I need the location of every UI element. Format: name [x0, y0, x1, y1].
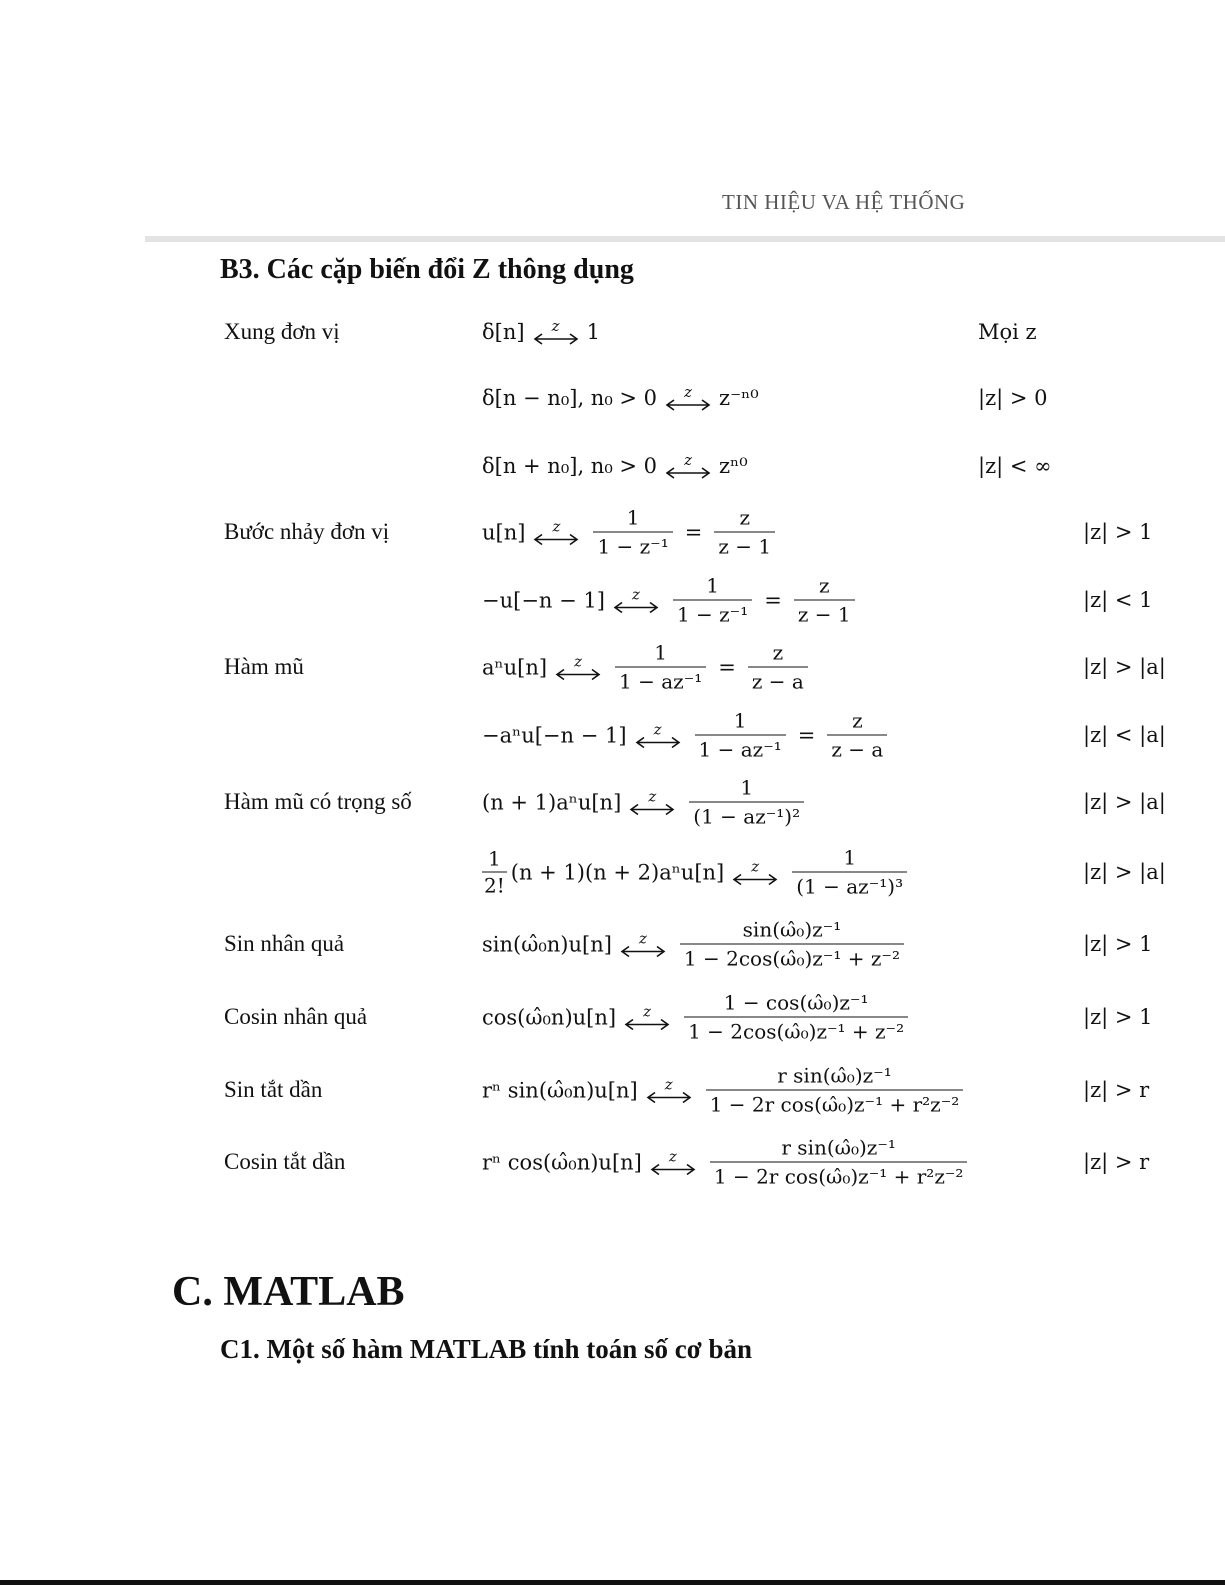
equals-sign: = [797, 723, 816, 747]
time-domain-signal: rⁿ sin(ω̂₀n)u[n] [482, 1078, 638, 1102]
z-transform-arrow [624, 1004, 670, 1030]
double-arrow-icon [613, 601, 659, 613]
double-arrow-icon [665, 399, 711, 411]
z-label: z [631, 585, 640, 603]
z-domain-fraction-alt-denominator: z − a [748, 667, 808, 694]
z-domain-fraction [706, 1064, 964, 1117]
coefficient-fraction [482, 847, 507, 898]
z-domain-fraction-denominator: 1 − 2cos(ω̂₀)z⁻¹ + z⁻² [680, 944, 904, 971]
signal-name: Hàm mũ có trọng số [224, 789, 412, 814]
z-transform-arrow [555, 654, 601, 680]
region-of-convergence: |z| > |a| [1083, 790, 1166, 814]
equals-sign: = [684, 520, 703, 544]
z-transform-arrow [665, 385, 711, 411]
time-domain-signal: aⁿu[n] [482, 655, 548, 679]
time-domain-signal: sin(ω̂₀n)u[n] [482, 932, 612, 956]
transform-pair [482, 1136, 973, 1189]
z-transform-arrow [732, 859, 778, 885]
transform-pair [482, 574, 861, 627]
z-domain-fraction-numerator: 1 [740, 775, 754, 800]
z-domain-fraction-alt [714, 506, 775, 559]
region-of-convergence: |z| > 1 [1083, 1005, 1153, 1029]
signal-name: Bước nhảy đơn vị [224, 519, 390, 544]
z-domain-fraction-alt-denominator: z − 1 [794, 600, 855, 627]
double-arrow-icon [533, 533, 579, 545]
z-label: z [638, 929, 647, 947]
double-arrow-icon [650, 1163, 696, 1175]
z-label: z [551, 317, 560, 335]
region-of-convergence: |z| > |a| [1083, 655, 1166, 679]
double-arrow-icon [646, 1091, 692, 1103]
z-label: z [668, 1147, 677, 1165]
running-header: TIN HIỆU VA HỆ THỐNG [722, 190, 966, 214]
z-label: z [684, 451, 692, 469]
z-domain-fraction-alt-denominator: z − 1 [714, 532, 775, 559]
transform-pair [482, 641, 814, 694]
double-arrow-icon [620, 945, 666, 957]
time-domain-signal: u[n] [482, 520, 526, 544]
region-of-convergence: |z| < |a| [1083, 723, 1166, 747]
z-transform-arrow [635, 722, 681, 748]
z-label: z [653, 720, 662, 738]
transform-pair [482, 319, 600, 345]
z-domain-fraction-denominator: 1 − az⁻¹ [695, 735, 786, 762]
z-domain-fraction [684, 991, 908, 1044]
time-domain-signal: rⁿ cos(ω̂₀n)u[n] [482, 1150, 642, 1174]
z-label: z [751, 857, 760, 875]
z-label: z [664, 1075, 673, 1093]
transform-pair [482, 709, 893, 762]
z-domain-fraction-numerator: 1 [706, 573, 719, 598]
z-transform-arrow [650, 1149, 696, 1175]
time-domain-signal: (n + 1)aⁿu[n] [482, 790, 622, 814]
z-domain-fraction-numerator: 1 − cos(ω̂₀)z⁻¹ [723, 990, 869, 1015]
z-domain-fraction-alt-numerator: z [739, 505, 750, 530]
region-of-convergence: |z| > r [1083, 1150, 1150, 1174]
z-domain-fraction-denominator: 1 − 2r cos(ω̂₀)z⁻¹ + r²z⁻² [710, 1162, 968, 1189]
section-heading-c1: C1. Một số hàm MATLAB tính toán số cơ bản [220, 1334, 752, 1364]
z-domain-expression: z⁻ⁿ⁰ [719, 386, 759, 410]
z-label: z [643, 1002, 652, 1020]
z-domain-fraction-numerator: 1 [733, 708, 747, 733]
z-transform-arrow [620, 931, 666, 957]
z-transform-arrow [646, 1077, 692, 1103]
z-domain-fraction [615, 641, 706, 694]
signal-name: Xung đơn vị [224, 319, 340, 344]
z-domain-fraction [673, 574, 752, 627]
region-of-convergence: |z| > 1 [1083, 932, 1153, 956]
signal-name: Sin tắt dần [224, 1077, 323, 1102]
double-arrow-icon [624, 1018, 670, 1030]
z-domain-fraction-denominator: 1 − 2r cos(ω̂₀)z⁻¹ + r²z⁻² [706, 1090, 964, 1117]
z-transform-arrow [629, 789, 675, 815]
coefficient-fraction-denominator: 2! [484, 873, 505, 898]
z-domain-fraction [792, 846, 907, 899]
transform-pair [482, 846, 913, 899]
transform-pair [482, 506, 781, 559]
z-label: z [574, 652, 582, 670]
double-arrow-icon [732, 873, 778, 885]
time-domain-signal: cos(ω̂₀n)u[n] [482, 1005, 617, 1029]
z-transform-arrow [665, 453, 711, 479]
section-heading-c: C. MATLAB [172, 1269, 405, 1315]
z-label: z [648, 787, 657, 805]
z-domain-fraction-numerator: sin(ω̂₀)z⁻¹ [742, 917, 842, 942]
region-of-convergence: |z| > 0 [978, 386, 1048, 410]
z-domain-fraction-alt-denominator: z − a [827, 735, 887, 762]
z-domain-fraction [593, 506, 672, 559]
z-domain-fraction-alt [827, 709, 887, 762]
z-domain-fraction-alt-numerator: z [772, 640, 784, 665]
time-domain-signal: −aⁿu[−n − 1] [482, 723, 627, 747]
time-domain-signal: −u[−n − 1] [482, 588, 605, 612]
equals-sign: = [764, 588, 782, 612]
region-of-convergence: |z| > r [1083, 1078, 1150, 1102]
z-domain-fraction-denominator: 1 − z⁻¹ [673, 600, 752, 627]
z-domain-fraction-denominator: 1 − 2cos(ω̂₀)z⁻¹ + z⁻² [684, 1017, 908, 1044]
double-arrow-icon [555, 668, 601, 680]
signal-name: Cosin nhân quả [224, 1004, 368, 1029]
z-transform-arrow [533, 519, 579, 545]
double-arrow-icon [665, 467, 711, 479]
z-domain-expression: zⁿ⁰ [719, 454, 748, 478]
signal-name: Sin nhân quả [224, 931, 345, 956]
z-domain-fraction [695, 709, 786, 762]
time-domain-signal: (n + 1)(n + 2)aⁿu[n] [510, 860, 725, 884]
time-domain-signal: δ[n − n₀], n₀ > 0 [482, 386, 658, 410]
coefficient-fraction-numerator: 1 [488, 846, 501, 871]
double-arrow-icon [533, 333, 579, 345]
z-domain-fraction-alt-numerator: z [852, 708, 863, 733]
z-domain-fraction [680, 918, 904, 971]
transform-pair [482, 776, 810, 829]
signal-name: Cosin tắt dần [224, 1149, 346, 1174]
transform-pair [482, 918, 910, 971]
region-of-convergence: Mọi z [978, 320, 1037, 344]
z-domain-fraction-denominator: (1 − az⁻¹)² [689, 802, 804, 829]
transform-pair [482, 453, 748, 479]
time-domain-signal: δ[n] [482, 320, 525, 344]
region-of-convergence: |z| > |a| [1083, 860, 1166, 884]
z-domain-fraction [689, 776, 804, 829]
z-domain-fraction-numerator: 1 [626, 505, 640, 530]
z-domain-expression: 1 [586, 320, 600, 344]
z-domain-fraction [710, 1136, 968, 1189]
z-domain-fraction-denominator: (1 − az⁻¹)³ [792, 872, 907, 899]
signal-name: Hàm mũ [224, 654, 304, 679]
z-transform-arrow [613, 587, 659, 613]
z-domain-fraction-numerator: 1 [654, 640, 668, 665]
transform-pair [482, 991, 914, 1044]
region-of-convergence: |z| < 1 [1083, 588, 1153, 612]
z-domain-fraction-alt [794, 574, 855, 627]
z-label: z [684, 383, 692, 401]
z-domain-fraction-numerator: 1 [843, 845, 857, 870]
section-heading-b3: B3. Các cặp biến đổi Z thông dụng [220, 254, 634, 285]
equals-sign: = [718, 655, 736, 679]
z-domain-fraction-numerator: r sin(ω̂₀)z⁻¹ [777, 1063, 892, 1088]
z-domain-fraction-alt [748, 641, 808, 694]
z-domain-fraction-denominator: 1 − z⁻¹ [593, 532, 672, 559]
z-transform-arrow [533, 319, 579, 345]
z-domain-fraction-alt-numerator: z [818, 573, 830, 598]
z-label: z [552, 517, 561, 535]
transform-pair [482, 385, 759, 411]
double-arrow-icon [629, 803, 675, 815]
z-domain-fraction-numerator: r sin(ω̂₀)z⁻¹ [781, 1135, 896, 1160]
region-of-convergence: |z| < ∞ [978, 454, 1052, 478]
z-domain-fraction-denominator: 1 − az⁻¹ [615, 667, 706, 694]
double-arrow-icon [635, 736, 681, 748]
time-domain-signal: δ[n + n₀], n₀ > 0 [482, 454, 658, 478]
transform-pair [482, 1064, 969, 1117]
page-bottom-rule [0, 1580, 1225, 1585]
region-of-convergence: |z| > 1 [1083, 520, 1153, 544]
